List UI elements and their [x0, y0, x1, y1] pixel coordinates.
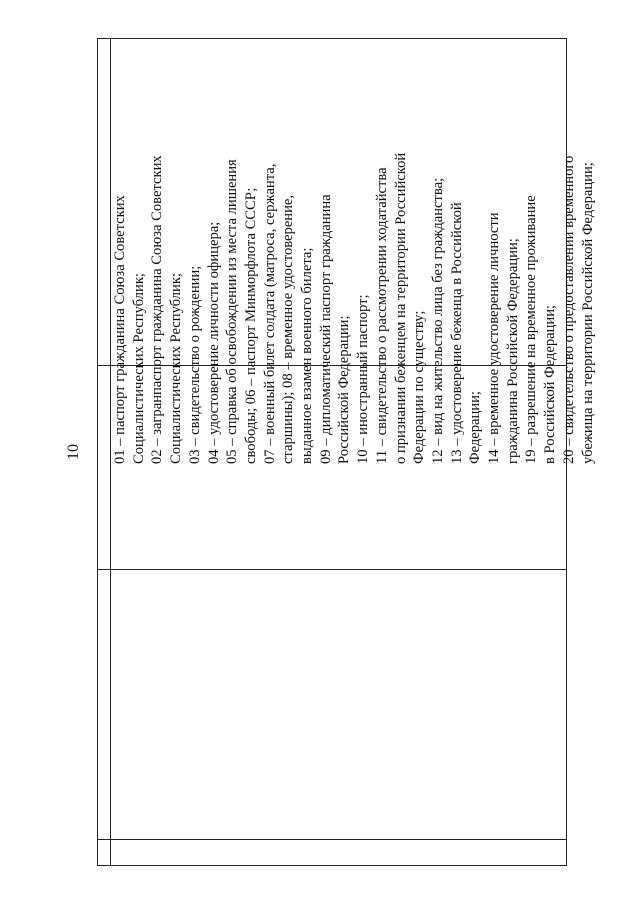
- code-line: старшины); 08 – временное удостоверение,: [280, 194, 297, 464]
- document-codes-list: [111, 44, 597, 464]
- code-line: гражданина Российской Федерации;: [504, 238, 521, 464]
- page-number: 10: [65, 444, 82, 460]
- code-line: 12 – вид на жительство лица без гражданства;: [429, 177, 446, 464]
- code-line: Федерации;: [467, 391, 484, 464]
- code-line: Социалистических Республик;: [130, 273, 147, 464]
- code-line: Федерации по существу;: [411, 310, 428, 464]
- code-line: 09 – дипломатический паспорт гражданина: [317, 194, 334, 464]
- row-divider-3: [98, 839, 566, 840]
- code-line: 07 – военный билет солдата (матроса, сержанта,: [261, 163, 278, 464]
- code-line: выданное взамен военного билета;: [299, 247, 316, 464]
- code-line: 05 – справка об освобождении из места лишения: [224, 159, 241, 464]
- row-divider-2: [98, 569, 566, 570]
- rotated-table: [97, 38, 596, 866]
- code-line: 19 – разрешение на временное проживание: [523, 195, 540, 464]
- code-line: 04 – удостоверение личности офицера;: [205, 221, 222, 464]
- code-line: убежища на территории Российской Федерации;: [579, 162, 596, 464]
- code-line: Российской Федерации;: [336, 315, 353, 464]
- code-line: свободы; 06 – паспорт Минморфлота СССР;: [242, 187, 259, 464]
- code-line: 20 – свидетельство о предоставлении временного: [560, 155, 577, 464]
- code-line: 01 – паспорт гражданина Союза Советских: [112, 195, 128, 464]
- code-line: 03 – свидетельство о рождении;: [186, 265, 203, 464]
- code-line: Социалистических Республик;: [168, 273, 185, 464]
- code-line: 13 – удостоверение беженца в Российской: [448, 202, 465, 464]
- code-line: 11 – свидетельство о рассмотрении ходатайства: [373, 167, 390, 464]
- code-line: в Российской Федерации;: [542, 304, 559, 464]
- code-line: 10 – иностранный паспорт;: [355, 294, 372, 464]
- code-line: 02 – загранпаспорт гражданина Союза Советских: [149, 155, 166, 464]
- codes-cell: [111, 44, 596, 464]
- code-line: о признании беженцем на территории Российской: [392, 152, 409, 464]
- code-line: 14 – временное удостоверение личности: [486, 212, 503, 464]
